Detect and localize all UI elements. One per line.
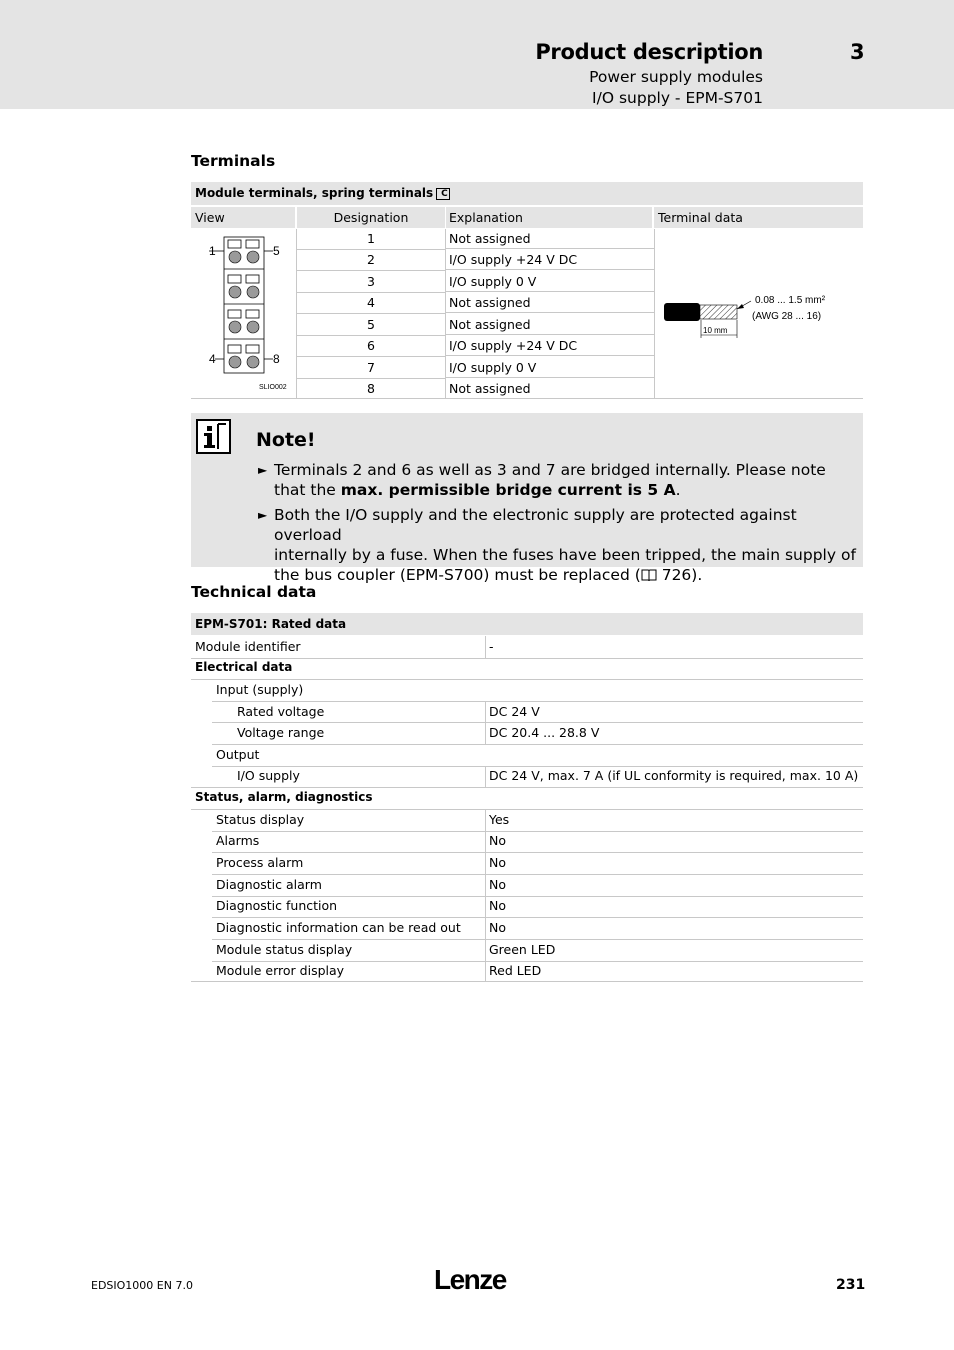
table-row: I/O supply DC 24 V, max. 7 A (if UL conformity is required, max. 10 A) bbox=[237, 768, 859, 783]
table-row: Diagnostic function No bbox=[216, 898, 506, 913]
designation-cell: 5 bbox=[297, 314, 445, 336]
chapter-number: 3 bbox=[850, 40, 865, 64]
page-reference: 726). bbox=[656, 566, 703, 584]
explanation-cell: I/O supply +24 V DC bbox=[446, 335, 654, 356]
table-row: Output bbox=[216, 747, 260, 762]
spring-terminal-mark: C bbox=[436, 188, 450, 200]
explanation-cell: I/O supply +24 V DC bbox=[446, 249, 654, 270]
designation-cell: 7 bbox=[297, 357, 445, 379]
wire-awg: (AWG 28 ... 16) bbox=[752, 311, 822, 322]
table-row: Module error display Red LED bbox=[216, 963, 542, 978]
page-title: Product description bbox=[535, 40, 763, 64]
table-row: Electrical data bbox=[195, 660, 293, 674]
designation-cell: 6 bbox=[297, 335, 445, 357]
strip-length: 10 mm bbox=[703, 326, 728, 335]
col-separator bbox=[485, 809, 486, 981]
page-number: 231 bbox=[836, 1277, 866, 1293]
table-row: Process alarm No bbox=[216, 855, 506, 870]
designation-cell: 8 bbox=[367, 381, 375, 396]
view-label-8: 8 bbox=[273, 352, 280, 366]
terminals-heading: Terminals bbox=[191, 152, 276, 170]
drawing-code: SLIO002 bbox=[259, 384, 287, 391]
subtitle-1: Power supply modules bbox=[589, 68, 763, 86]
book-icon bbox=[641, 566, 657, 577]
explanation-cell: Not assigned bbox=[449, 381, 531, 396]
terminals-table-caption bbox=[191, 182, 863, 205]
col-header-designation: Designation bbox=[297, 207, 445, 228]
designation-cell: 1 bbox=[297, 228, 445, 250]
svg-text:Lenze: Lenze bbox=[434, 1264, 506, 1294]
table-row: Alarms No bbox=[216, 833, 506, 848]
col-separator bbox=[485, 636, 486, 658]
designation-cell: 4 bbox=[297, 292, 445, 314]
bullet-arrow-icon: ► bbox=[258, 508, 268, 522]
view-label-5: 5 bbox=[273, 244, 280, 258]
designation-cell: 3 bbox=[297, 271, 445, 293]
table-row: Rated voltage DC 24 V bbox=[237, 704, 540, 719]
wire-strip-drawing bbox=[661, 287, 861, 347]
explanation-cell: Not assigned bbox=[446, 228, 654, 249]
note-item-2: Both the I/O supply and the electronic supply are protected against overload internally by a fuse. When the fuses have been tripped, the main supply of the bus coupler (EPM-S700) must be replaced ( 726). bbox=[274, 506, 856, 584]
col-header-view: View bbox=[191, 207, 295, 228]
col-separator bbox=[485, 766, 486, 787]
table-row: Module status display Green LED bbox=[216, 942, 556, 957]
wire-cross-section: 0.08 ... 1.5 mm² bbox=[755, 295, 826, 306]
info-icon bbox=[196, 419, 231, 454]
col-header-terminal-data: Terminal data bbox=[654, 207, 863, 228]
lenze-logo bbox=[434, 1262, 518, 1294]
technical-data-heading: Technical data bbox=[191, 583, 317, 601]
col-separator bbox=[485, 701, 486, 744]
note-title: Note! bbox=[256, 429, 316, 451]
table-row: Module identifier - bbox=[195, 639, 494, 654]
view-label-1: 1 bbox=[209, 244, 216, 258]
designation-cell: 2 bbox=[297, 249, 445, 271]
note-item-1: Terminals 2 and 6 as well as 3 and 7 are bridged internally. Please note that the max. permissible bridge current is 5 A. bbox=[274, 461, 826, 499]
terminal-module-drawing bbox=[191, 231, 295, 396]
table-row: Status display Yes bbox=[216, 812, 510, 827]
table-row: Voltage range DC 20.4 ... 28.8 V bbox=[237, 725, 600, 740]
bridge-current-emphasis: max. permissible bridge current is 5 A bbox=[340, 481, 676, 499]
bullet-arrow-icon: ► bbox=[258, 463, 268, 477]
explanation-cell: Not assigned bbox=[446, 314, 654, 335]
header-band bbox=[0, 0, 954, 109]
col-header-explanation: Explanation bbox=[446, 207, 652, 228]
note-box bbox=[191, 413, 863, 584]
table-row: Input (supply) bbox=[216, 682, 304, 697]
subtitle-2: I/O supply - EPM-S701 bbox=[592, 89, 763, 107]
table-bottom-rule bbox=[191, 981, 863, 982]
explanation-cell: I/O supply 0 V bbox=[446, 271, 654, 292]
technical-table-caption: EPM-S701: Rated data bbox=[191, 613, 863, 635]
table-row: Status, alarm, diagnostics bbox=[195, 790, 373, 804]
explanation-cell: I/O supply 0 V bbox=[446, 357, 654, 378]
table-row: Diagnostic information can be read out No bbox=[216, 920, 506, 935]
document-id: EDSIO1000 EN 7.0 bbox=[91, 1279, 193, 1292]
table-row: Diagnostic alarm No bbox=[216, 877, 506, 892]
view-label-4: 4 bbox=[209, 352, 216, 366]
caption-text: Module terminals, spring terminals bbox=[195, 186, 434, 200]
explanation-cell: Not assigned bbox=[446, 292, 654, 313]
col-separator bbox=[654, 229, 655, 399]
